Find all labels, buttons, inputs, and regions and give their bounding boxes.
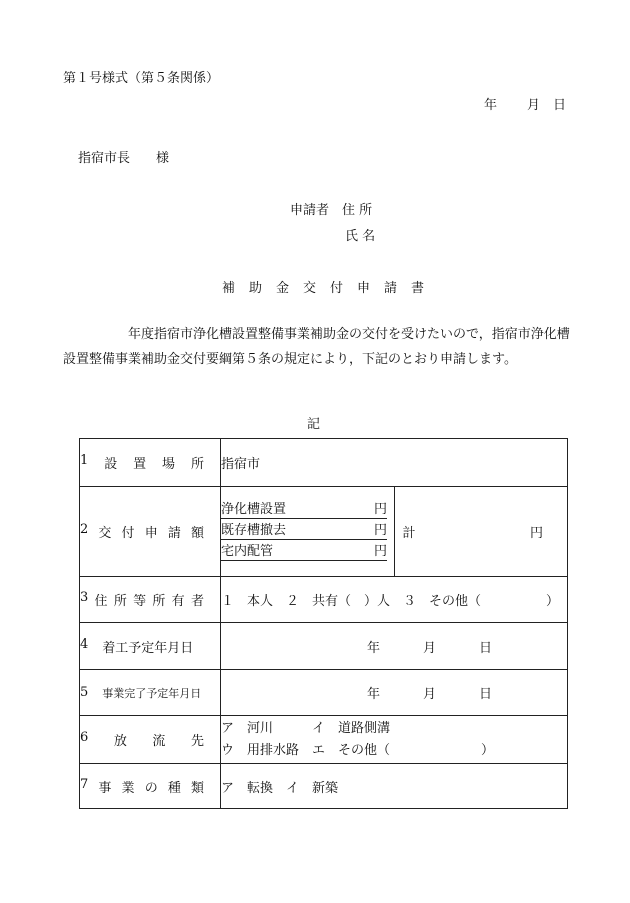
row-label: 4 着工予定年月日 xyxy=(80,623,221,670)
address-label: 住 所 xyxy=(342,203,373,218)
title-char: 交 xyxy=(302,281,316,296)
completion-date-value[interactable]: 年 月 日 xyxy=(221,670,568,716)
table-row xyxy=(80,487,568,577)
title-char: 書 xyxy=(410,281,424,296)
title-char: 助 xyxy=(248,281,262,296)
amount-total[interactable]: 計 円 xyxy=(394,487,568,577)
owner-options[interactable]: １ 本人 ２ 共有（ ）人 ３ その他（ ） xyxy=(221,577,568,623)
amount-line[interactable]: 宅内配管 円 xyxy=(221,544,387,559)
date-year: 年 xyxy=(484,98,498,113)
ki-heading: 記 xyxy=(307,417,321,432)
form-number: 第１号様式（第５条関係） xyxy=(63,71,220,86)
document-title xyxy=(215,277,431,296)
name-label: 氏 名 xyxy=(345,229,376,244)
table-row xyxy=(80,764,568,809)
applicant-label: 申請者 xyxy=(290,203,330,218)
body-text: 年度指宿市浄化槽設置整備事業補助金の交付を受けたいので，指宿市浄化槽設置整備事業補助金交付要綱第５条の規定により，下記のとおり申請します。 xyxy=(63,327,570,367)
start-date-value[interactable]: 年 月 日 xyxy=(221,623,568,670)
row-label: 7 事 業 の 種 類 xyxy=(80,764,221,809)
table-row xyxy=(80,716,568,764)
title-char: 付 xyxy=(329,281,343,296)
applicant-name xyxy=(345,225,375,244)
date-month: 月 xyxy=(526,98,540,113)
row-label: 6 放 流 先 xyxy=(80,716,221,764)
title-char: 補 xyxy=(221,281,235,296)
application-table xyxy=(79,438,568,809)
table-row xyxy=(80,623,568,670)
row-label: 2 交 付 申 請 額 xyxy=(80,487,221,577)
amount-breakdown xyxy=(221,487,395,577)
business-type-options[interactable]: ア 転換 イ 新築 xyxy=(221,764,568,809)
discharge-options[interactable] xyxy=(221,716,568,764)
row-label: 5 事業完了予定年月日 xyxy=(80,670,221,716)
application-date xyxy=(484,94,566,113)
row-label: 1 設 置 場 所 xyxy=(80,439,221,487)
title-char: 請 xyxy=(383,281,397,296)
discharge-line-1: ア 河川 イ 道路側溝 xyxy=(221,720,391,736)
table-row xyxy=(80,577,568,623)
date-day: 日 xyxy=(552,98,566,113)
discharge-line-2: ウ 用排水路 エ その他（ ） xyxy=(221,742,495,758)
table-row xyxy=(80,670,568,716)
amount-line[interactable]: 浄化槽設置 円 xyxy=(221,502,387,517)
applicant-address xyxy=(290,199,372,218)
row-label: 3 住 所 等 所 有 者 xyxy=(80,577,221,623)
title-char: 申 xyxy=(356,281,370,296)
amount-line[interactable]: 既存槽撤去 円 xyxy=(221,523,387,538)
title-char: 金 xyxy=(275,281,289,296)
table-row xyxy=(80,439,568,487)
location-value[interactable]: 指宿市 xyxy=(221,439,568,487)
addressee: 指宿市長 様 xyxy=(78,151,170,166)
